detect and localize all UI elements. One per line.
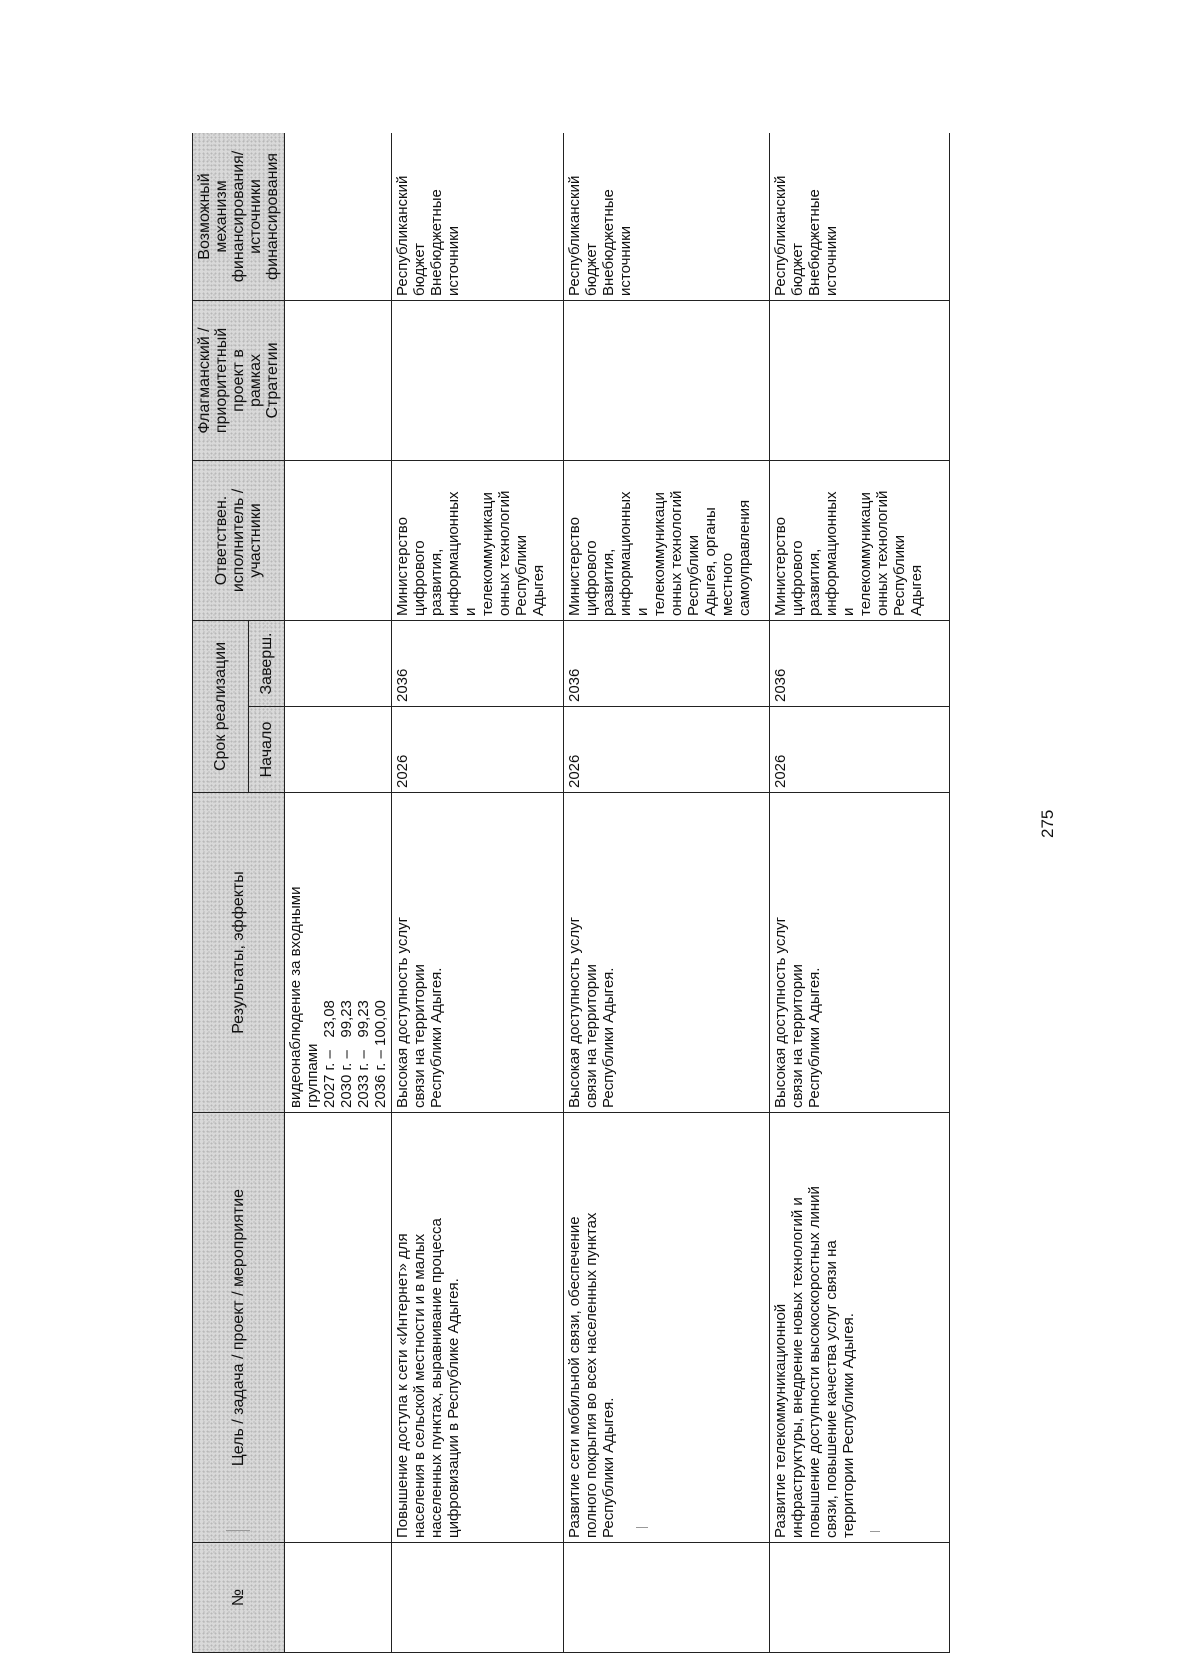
responsible-line: и [462,607,479,616]
header-flagship-line: приоритетный [213,327,230,434]
header-start [249,707,285,793]
responsible-line: цифрового [789,540,806,616]
results-line: 2027 г. – 23,08 [321,1000,338,1108]
cell-goal [770,1113,950,1543]
cell-flagship [285,300,392,460]
header-responsible-line: Ответствен. [213,495,230,586]
cell-start: 2026 [564,707,770,793]
results-line: Республики Адыгея. [600,967,617,1108]
header-flagship-line: Флагманский / [196,327,213,434]
results-line: Республики Адыгея. [806,967,823,1108]
goal-line: связи, повышение качества услуг связи на [823,1240,840,1538]
strategy-measures-table [192,133,950,1653]
header-flagship-line: проект в [230,349,247,412]
responsible-line: онных технологий [874,490,891,616]
header-funding-line: финансирования [264,152,281,281]
results-line: 2030 г. – 99,23 [338,1000,355,1108]
responsible-line: информационных [445,491,462,616]
table-row [564,133,770,1653]
rotated-page-content [192,133,974,1653]
cell-responsible [392,460,564,620]
results-line: видеонаблюдение за входными [287,886,304,1108]
cell-start: 2026 [392,707,564,793]
cell-number [564,1543,770,1653]
cell-flagship [564,300,770,460]
header-start-label: Начало [258,721,275,778]
funding-line: Внебюджетные [600,189,617,296]
responsible-line: Адыгея [908,564,925,616]
header-funding [193,133,285,300]
table-row-continuation [285,133,392,1653]
header-number-label: № [230,1588,247,1607]
responsible-line: Министерство [566,517,583,616]
goal-line: территории Республики Адыгея. [840,1313,857,1538]
scan-speck [636,1527,648,1528]
results-line: Республики Адыгея. [428,967,445,1108]
responsible-line: развития, [428,548,445,616]
header-responsible-line: исполнитель / [230,488,247,593]
goal-line: Повышение доступа к сети «Интернет» для [394,1233,411,1538]
header-flagship-line: Стратегии [264,342,281,419]
funding-line: бюджет [411,242,428,296]
header-flagship [193,300,285,460]
header-goal-label: Цель / задача / проект / мероприятие [230,1188,247,1467]
responsible-line: Адыгея, органы [702,507,719,616]
results-line: Высокая доступность услуг [394,916,411,1108]
results-line: Высокая доступность услуг [566,916,583,1108]
responsible-line: телекоммуникаци [857,492,874,616]
header-results [193,793,285,1113]
cell-goal [392,1113,564,1543]
header-responsible-line: участники [247,503,264,578]
table-row [770,133,950,1653]
cell-start: 2026 [770,707,950,793]
page-number: 275 [1038,809,1057,838]
goal-line: Республики Адыгея. [600,1397,617,1538]
goal-line: инфраструктуры, внедрение новых технологий и [789,1197,806,1538]
funding-line: Внебюджетные [428,189,445,296]
cell-flagship [392,300,564,460]
responsible-line: информационных [823,491,840,616]
funding-line: источники [823,225,840,296]
header-term-label: Срок реализации [212,641,229,772]
responsible-line: онных технологий [668,490,685,616]
responsible-line: цифрового [583,540,600,616]
cell-results [564,793,770,1113]
cell-responsible [564,460,770,620]
cell-funding [392,133,564,300]
responsible-line: Республики [891,535,908,616]
header-responsible [193,460,285,620]
results-line: связи на территории [583,964,600,1108]
cell-end [285,620,392,706]
header-term [193,620,249,792]
cell-goal [564,1113,770,1543]
cell-start [285,707,392,793]
responsible-line: Республики [685,535,702,616]
funding-line: Республиканский [394,175,411,296]
header-funding-line: финансирования/ [230,150,247,283]
funding-line: Республиканский [566,175,583,296]
header-results-label: Результаты, эффекты [230,871,247,1034]
header-goal [193,1113,285,1543]
responsible-line: онных технологий [496,490,513,616]
responsible-line: Республики [513,535,530,616]
cell-funding [770,133,950,300]
responsible-line: развития, [806,548,823,616]
cell-funding [285,133,392,300]
cell-results [285,793,392,1113]
funding-line: источники [617,225,634,296]
results-line: связи на территории [789,964,806,1108]
cell-results [770,793,950,1113]
scan-speck [226,1530,250,1531]
responsible-line: цифрового [411,540,428,616]
cell-end: 2036 [770,620,950,706]
header-funding-line: механизм [213,180,230,253]
cell-goal [285,1113,392,1543]
responsible-line: Министерство [394,517,411,616]
cell-number [285,1543,392,1653]
responsible-line: Адыгея [530,564,547,616]
header-end-label: Заверш. [258,632,275,695]
header-funding-line: источники [247,179,264,254]
cell-flagship [770,300,950,460]
cell-number [770,1543,950,1653]
responsible-line: местного [719,552,736,616]
results-line: 2036 г. – 100,00 [372,1000,389,1108]
funding-line: Республиканский [772,175,789,296]
results-line: связи на территории [411,964,428,1108]
results-line: группами [304,1043,321,1108]
cell-responsible [770,460,950,620]
responsible-line: телекоммуникаци [479,492,496,616]
cell-results [392,793,564,1113]
responsible-line: развития, [600,548,617,616]
header-funding-line: Возможный [196,173,213,260]
cell-number [392,1543,564,1653]
responsible-line: самоуправления [736,499,753,616]
goal-line: Развитие телекоммуникационной [772,1303,789,1538]
header-end [249,620,285,706]
funding-line: Внебюджетные [806,189,823,296]
goal-line: населения в сельской местности и в малых [411,1233,428,1538]
cell-responsible [285,460,392,620]
scan-speck [870,1531,880,1532]
responsible-line: Министерство [772,517,789,616]
responsible-line: информационных [617,491,634,616]
goal-line: населенных пунктах, выравнивание процесса [428,1218,445,1538]
results-line: Высокая доступность услуг [772,916,789,1108]
results-line: 2033 г. – 99,23 [355,1000,372,1108]
header-flagship-line: рамках [247,353,264,408]
goal-line: Развитие сети мобильной связи, обеспечение [566,1216,583,1538]
funding-line: бюджет [583,242,600,296]
goal-line: полного покрытия во всех населенных пунктах [583,1212,600,1538]
cell-end: 2036 [392,620,564,706]
goal-line: повышение доступности высокоскоростных линий [806,1186,823,1538]
goal-line: цифровизации в Республике Адыгея. [445,1278,462,1538]
cell-end: 2036 [564,620,770,706]
responsible-line: и [840,607,857,616]
responsible-line: и [634,607,651,616]
header-number [193,1543,285,1653]
responsible-line: телекоммуникаци [651,492,668,616]
funding-line: источники [445,225,462,296]
cell-funding [564,133,770,300]
table-row [392,133,564,1653]
funding-line: бюджет [789,242,806,296]
